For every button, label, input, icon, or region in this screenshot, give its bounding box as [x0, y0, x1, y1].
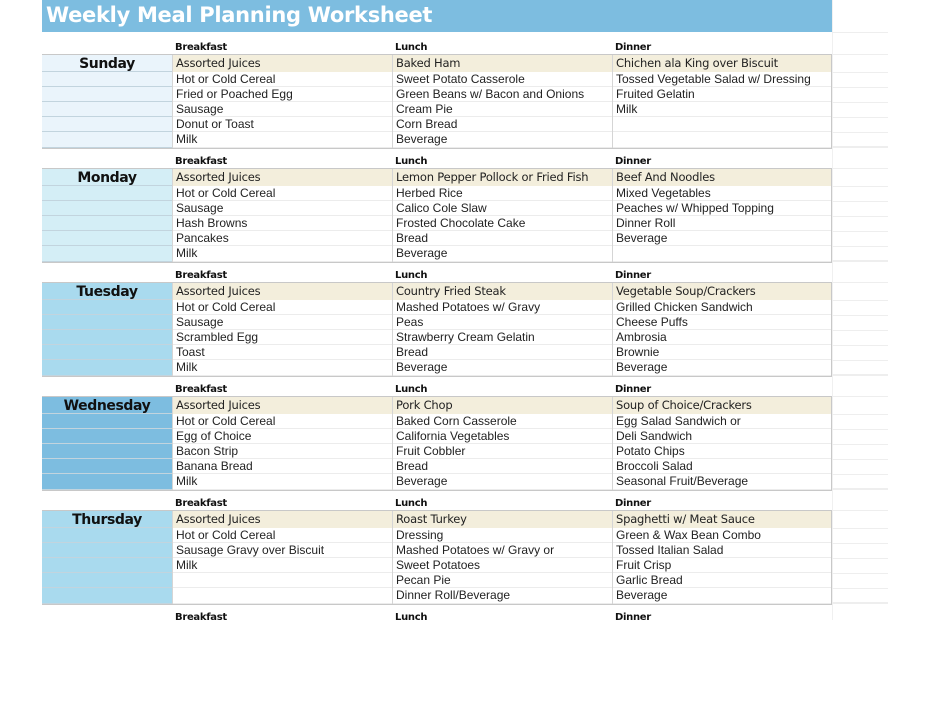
day-block-monday	[42, 156, 832, 270]
day-name: Sunday	[79, 56, 135, 72]
lunch-column	[392, 511, 612, 604]
day-cell-row[interactable]	[42, 87, 172, 102]
breakfast-cell[interactable]: Sausage Gravy over Biscuit	[173, 543, 392, 558]
lunch-cell[interactable]: Peas	[393, 315, 612, 330]
sheet-gridline	[832, 216, 888, 217]
dinner-cell[interactable]: Garlic Bread	[613, 573, 831, 588]
breakfast-cell[interactable]: Toast	[173, 345, 392, 360]
day-name: Tuesday	[76, 284, 138, 300]
lunch-cell[interactable]: Beverage	[393, 132, 612, 148]
lunch-cell[interactable]: Cream Pie	[393, 102, 612, 117]
day-cell-row[interactable]	[42, 360, 172, 376]
day-cell-row[interactable]	[42, 474, 172, 490]
dinner-cell[interactable]: Chichen ala King over Biscuit	[613, 55, 831, 72]
day-cell-row[interactable]	[42, 117, 172, 132]
lunch-cell[interactable]: Dinner Roll/Beverage	[393, 588, 612, 604]
day-cell-row[interactable]	[42, 414, 172, 429]
lunch-cell[interactable]: Sweet Potatoes	[393, 558, 612, 573]
breakfast-cell[interactable]: Bacon Strip	[173, 444, 392, 459]
column-header-breakfast: Breakfast	[175, 156, 227, 167]
sheet-gridline	[832, 573, 888, 574]
sheet-gridline	[832, 282, 888, 283]
breakfast-cell[interactable]: Milk	[173, 558, 392, 573]
page-title: Weekly Meal Planning Worksheet	[46, 3, 433, 27]
lunch-cell[interactable]: California Vegetables	[393, 429, 612, 444]
breakfast-cell[interactable]: Milk	[173, 132, 392, 148]
column-header-dinner: Dinner	[615, 42, 651, 53]
day-cell-row[interactable]	[42, 72, 172, 87]
breakfast-cell[interactable]: Hot or Cold Cereal	[173, 72, 392, 87]
column-header-dinner: Dinner	[615, 498, 651, 509]
dinner-cell[interactable]	[613, 246, 831, 262]
sheet-gridline	[832, 231, 888, 232]
sheet-gridline	[832, 588, 888, 589]
day-table	[42, 282, 832, 377]
dinner-column	[612, 169, 832, 262]
day-cell-row[interactable]	[42, 132, 172, 148]
lunch-column	[392, 283, 612, 376]
breakfast-cell[interactable]: Assorted Juices	[173, 511, 392, 528]
dinner-cell[interactable]: Deli Sandwich	[613, 429, 831, 444]
dinner-column	[612, 511, 832, 604]
dinner-cell[interactable]: Spaghetti w/ Meat Sauce	[613, 511, 831, 528]
dinner-cell[interactable]: Soup of Choice/Crackers	[613, 397, 831, 414]
day-cell-row[interactable]	[42, 573, 172, 588]
breakfast-cell[interactable]	[173, 573, 392, 588]
dinner-column	[612, 397, 832, 490]
day-cell-row[interactable]	[42, 216, 172, 231]
breakfast-cell[interactable]: Donut or Toast	[173, 117, 392, 132]
sheet-gridline	[832, 300, 888, 301]
sheet-gridline	[832, 315, 888, 316]
lunch-cell[interactable]: Bread	[393, 345, 612, 360]
lunch-cell[interactable]: Baked Corn Casserole	[393, 414, 612, 429]
sheet-gridline	[832, 260, 888, 261]
sheet-gridline	[832, 261, 888, 262]
day-cell	[42, 511, 172, 604]
dinner-column	[612, 55, 832, 148]
breakfast-cell[interactable]: Egg of Choice	[173, 429, 392, 444]
dinner-cell[interactable]: Fruited Gelatin	[613, 87, 831, 102]
lunch-cell[interactable]: Green Beans w/ Bacon and Onions	[393, 87, 612, 102]
dinner-cell[interactable]: Potato Chips	[613, 444, 831, 459]
dinner-cell[interactable]: Dinner Roll	[613, 216, 831, 231]
day-cell-row[interactable]	[42, 201, 172, 216]
dinner-cell[interactable]: Tossed Italian Salad	[613, 543, 831, 558]
sheet-gridline	[832, 330, 888, 331]
breakfast-cell[interactable]: Assorted Juices	[173, 397, 392, 414]
sheet-gridline	[832, 54, 888, 55]
column-header-lunch: Lunch	[395, 498, 428, 509]
sheet-gridline	[832, 543, 888, 544]
dinner-cell[interactable]: Milk	[613, 102, 831, 117]
lunch-cell[interactable]: Mashed Potatoes w/ Gravy or	[393, 543, 612, 558]
day-block-tuesday	[42, 270, 832, 384]
sheet-gridline	[832, 146, 888, 147]
day-cell-row[interactable]	[42, 315, 172, 330]
dinner-cell[interactable]	[613, 132, 831, 148]
day-cell-row[interactable]	[42, 444, 172, 459]
sheet-gridline	[832, 117, 888, 118]
dinner-cell[interactable]: Tossed Vegetable Salad w/ Dressing	[613, 72, 831, 87]
breakfast-cell[interactable]: Milk	[173, 246, 392, 262]
dinner-cell[interactable]: Mixed Vegetables	[613, 186, 831, 201]
day-cell-row[interactable]	[42, 588, 172, 604]
sheet-gridline	[832, 396, 888, 397]
sheet-gridline	[832, 602, 888, 603]
day-cell-row[interactable]	[42, 543, 172, 558]
sheet-gridline	[832, 201, 888, 202]
lunch-cell[interactable]: Dressing	[393, 528, 612, 543]
column-header-lunch: Lunch	[395, 42, 428, 53]
sheet-gridline	[832, 488, 888, 489]
lunch-cell[interactable]: Beverage	[393, 474, 612, 490]
breakfast-cell[interactable]: Assorted Juices	[173, 283, 392, 300]
lunch-cell[interactable]: Pecan Pie	[393, 573, 612, 588]
dinner-cell[interactable]: Broccoli Salad	[613, 459, 831, 474]
day-table	[42, 510, 832, 605]
sheet-gridline	[832, 32, 888, 33]
column-header-dinner: Dinner	[615, 156, 651, 167]
lunch-cell[interactable]: Beverage	[393, 360, 612, 376]
sheet-gridline	[832, 345, 888, 346]
sheet-gridline	[832, 474, 888, 475]
sheet-gridline	[832, 459, 888, 460]
breakfast-cell[interactable]: Scrambled Egg	[173, 330, 392, 345]
sheet-gridline	[832, 186, 888, 187]
dinner-cell[interactable]: Ambrosia	[613, 330, 831, 345]
day-cell	[42, 55, 172, 148]
lunch-cell[interactable]: Calico Cole Slaw	[393, 201, 612, 216]
lunch-cell[interactable]: Fruit Cobbler	[393, 444, 612, 459]
sheet-gridline	[832, 528, 888, 529]
column-header-lunch: Lunch	[395, 156, 428, 167]
breakfast-column	[172, 55, 392, 148]
column-header-breakfast: Breakfast	[175, 384, 227, 395]
dinner-cell[interactable]: Green & Wax Bean Combo	[613, 528, 831, 543]
sheet-gridline	[832, 147, 888, 148]
column-header-breakfast: Breakfast	[175, 498, 227, 509]
breakfast-column	[172, 397, 392, 490]
day-name: Monday	[77, 170, 137, 186]
day-table	[42, 168, 832, 263]
lunch-cell[interactable]: Frosted Chocolate Cake	[393, 216, 612, 231]
breakfast-cell[interactable]: Hot or Cold Cereal	[173, 528, 392, 543]
sheet-gridline	[832, 102, 888, 103]
lunch-cell[interactable]: Lemon Pepper Pollock or Fried Fish	[393, 169, 612, 186]
column-header-lunch: Lunch	[395, 612, 428, 623]
breakfast-cell[interactable]	[173, 588, 392, 604]
dinner-cell[interactable]: Grilled Chicken Sandwich	[613, 300, 831, 315]
day-cell-row[interactable]	[42, 558, 172, 573]
breakfast-cell[interactable]: Pancakes	[173, 231, 392, 246]
day-block-thursday	[42, 498, 832, 612]
breakfast-cell[interactable]: Hot or Cold Cereal	[173, 300, 392, 315]
lunch-cell[interactable]: Mashed Potatoes w/ Gravy	[393, 300, 612, 315]
column-header-lunch: Lunch	[395, 384, 428, 395]
title-bar	[42, 0, 832, 32]
day-name: Wednesday	[63, 398, 151, 414]
day-cell-row[interactable]	[42, 429, 172, 444]
column-header-breakfast: Breakfast	[175, 612, 227, 623]
breakfast-column	[172, 169, 392, 262]
breakfast-cell[interactable]: Hot or Cold Cereal	[173, 186, 392, 201]
dinner-cell[interactable]: Beverage	[613, 231, 831, 246]
dinner-cell[interactable]: Vegetable Soup/Crackers	[613, 283, 831, 300]
breakfast-cell[interactable]: Sausage	[173, 315, 392, 330]
column-header-lunch: Lunch	[395, 270, 428, 281]
lunch-cell[interactable]: Pork Chop	[393, 397, 612, 414]
lunch-cell[interactable]: Bread	[393, 459, 612, 474]
breakfast-column	[172, 283, 392, 376]
lunch-cell[interactable]: Herbed Rice	[393, 186, 612, 201]
day-cell-row[interactable]	[42, 528, 172, 543]
sheet-gridline	[832, 558, 888, 559]
day-table	[42, 54, 832, 149]
dinner-cell[interactable]: Beef And Noodles	[613, 169, 831, 186]
day-block-next	[42, 612, 832, 726]
sheet-gridline	[832, 246, 888, 247]
breakfast-column	[172, 511, 392, 604]
lunch-cell[interactable]: Roast Turkey	[393, 511, 612, 528]
sheet-gridline	[832, 0, 833, 620]
sheet-gridline	[832, 168, 888, 169]
breakfast-cell[interactable]: Sausage	[173, 102, 392, 117]
breakfast-cell[interactable]: Hash Browns	[173, 216, 392, 231]
sheet-gridline	[832, 375, 888, 376]
day-block-wednesday	[42, 384, 832, 498]
lunch-cell[interactable]: Beverage	[393, 246, 612, 262]
column-header-breakfast: Breakfast	[175, 42, 227, 53]
breakfast-cell[interactable]: Assorted Juices	[173, 169, 392, 186]
lunch-cell[interactable]: Strawberry Cream Gelatin	[393, 330, 612, 345]
day-cell-row[interactable]	[42, 300, 172, 315]
column-header-dinner: Dinner	[615, 270, 651, 281]
breakfast-cell[interactable]: Hot or Cold Cereal	[173, 414, 392, 429]
dinner-cell[interactable]: Brownie	[613, 345, 831, 360]
sheet-gridline	[832, 429, 888, 430]
breakfast-cell[interactable]: Banana Bread	[173, 459, 392, 474]
lunch-cell[interactable]: Bread	[393, 231, 612, 246]
dinner-cell[interactable]: Cheese Puffs	[613, 315, 831, 330]
dinner-cell[interactable]	[613, 117, 831, 132]
lunch-column	[392, 55, 612, 148]
sheet-gridline	[832, 360, 888, 361]
dinner-cell[interactable]: Seasonal Fruit/Beverage	[613, 474, 831, 490]
day-cell-row[interactable]	[42, 330, 172, 345]
day-cell-row[interactable]	[42, 186, 172, 201]
sheet-gridline	[832, 374, 888, 375]
day-cell-row[interactable]	[42, 246, 172, 262]
day-cell	[42, 283, 172, 376]
day-cell	[42, 397, 172, 490]
sheet-gridline	[832, 132, 888, 133]
sheet-gridline	[832, 510, 888, 511]
lunch-column	[392, 169, 612, 262]
dinner-cell[interactable]: Beverage	[613, 360, 831, 376]
lunch-cell[interactable]: Corn Bread	[393, 117, 612, 132]
dinner-cell[interactable]: Egg Salad Sandwich or	[613, 414, 831, 429]
sheet-gridline	[832, 87, 888, 88]
dinner-cell[interactable]: Peaches w/ Whipped Topping	[613, 201, 831, 216]
sheet-gridline	[832, 603, 888, 604]
day-cell	[42, 169, 172, 262]
lunch-cell[interactable]: Country Fried Steak	[393, 283, 612, 300]
lunch-cell[interactable]: Baked Ham	[393, 55, 612, 72]
dinner-cell[interactable]: Beverage	[613, 588, 831, 604]
day-table	[42, 396, 832, 491]
sheet-gridline	[832, 72, 888, 73]
sheet-gridline	[832, 489, 888, 490]
day-block-sunday	[42, 42, 832, 156]
column-header-dinner: Dinner	[615, 612, 651, 623]
lunch-column	[392, 397, 612, 490]
dinner-column	[612, 283, 832, 376]
breakfast-cell[interactable]: Assorted Juices	[173, 55, 392, 72]
day-cell-row[interactable]	[42, 231, 172, 246]
day-cell-row[interactable]	[42, 345, 172, 360]
day-name: Thursday	[72, 512, 142, 528]
column-header-dinner: Dinner	[615, 384, 651, 395]
lunch-cell[interactable]: Sweet Potato Casserole	[393, 72, 612, 87]
sheet-gridline	[832, 414, 888, 415]
dinner-cell[interactable]: Fruit Crisp	[613, 558, 831, 573]
day-cell-row[interactable]	[42, 459, 172, 474]
sheet-gridline	[832, 444, 888, 445]
breakfast-cell[interactable]: Milk	[173, 360, 392, 376]
breakfast-cell[interactable]: Sausage	[173, 201, 392, 216]
column-header-breakfast: Breakfast	[175, 270, 227, 281]
breakfast-cell[interactable]: Milk	[173, 474, 392, 490]
breakfast-cell[interactable]: Fried or Poached Egg	[173, 87, 392, 102]
day-cell-row[interactable]	[42, 102, 172, 117]
